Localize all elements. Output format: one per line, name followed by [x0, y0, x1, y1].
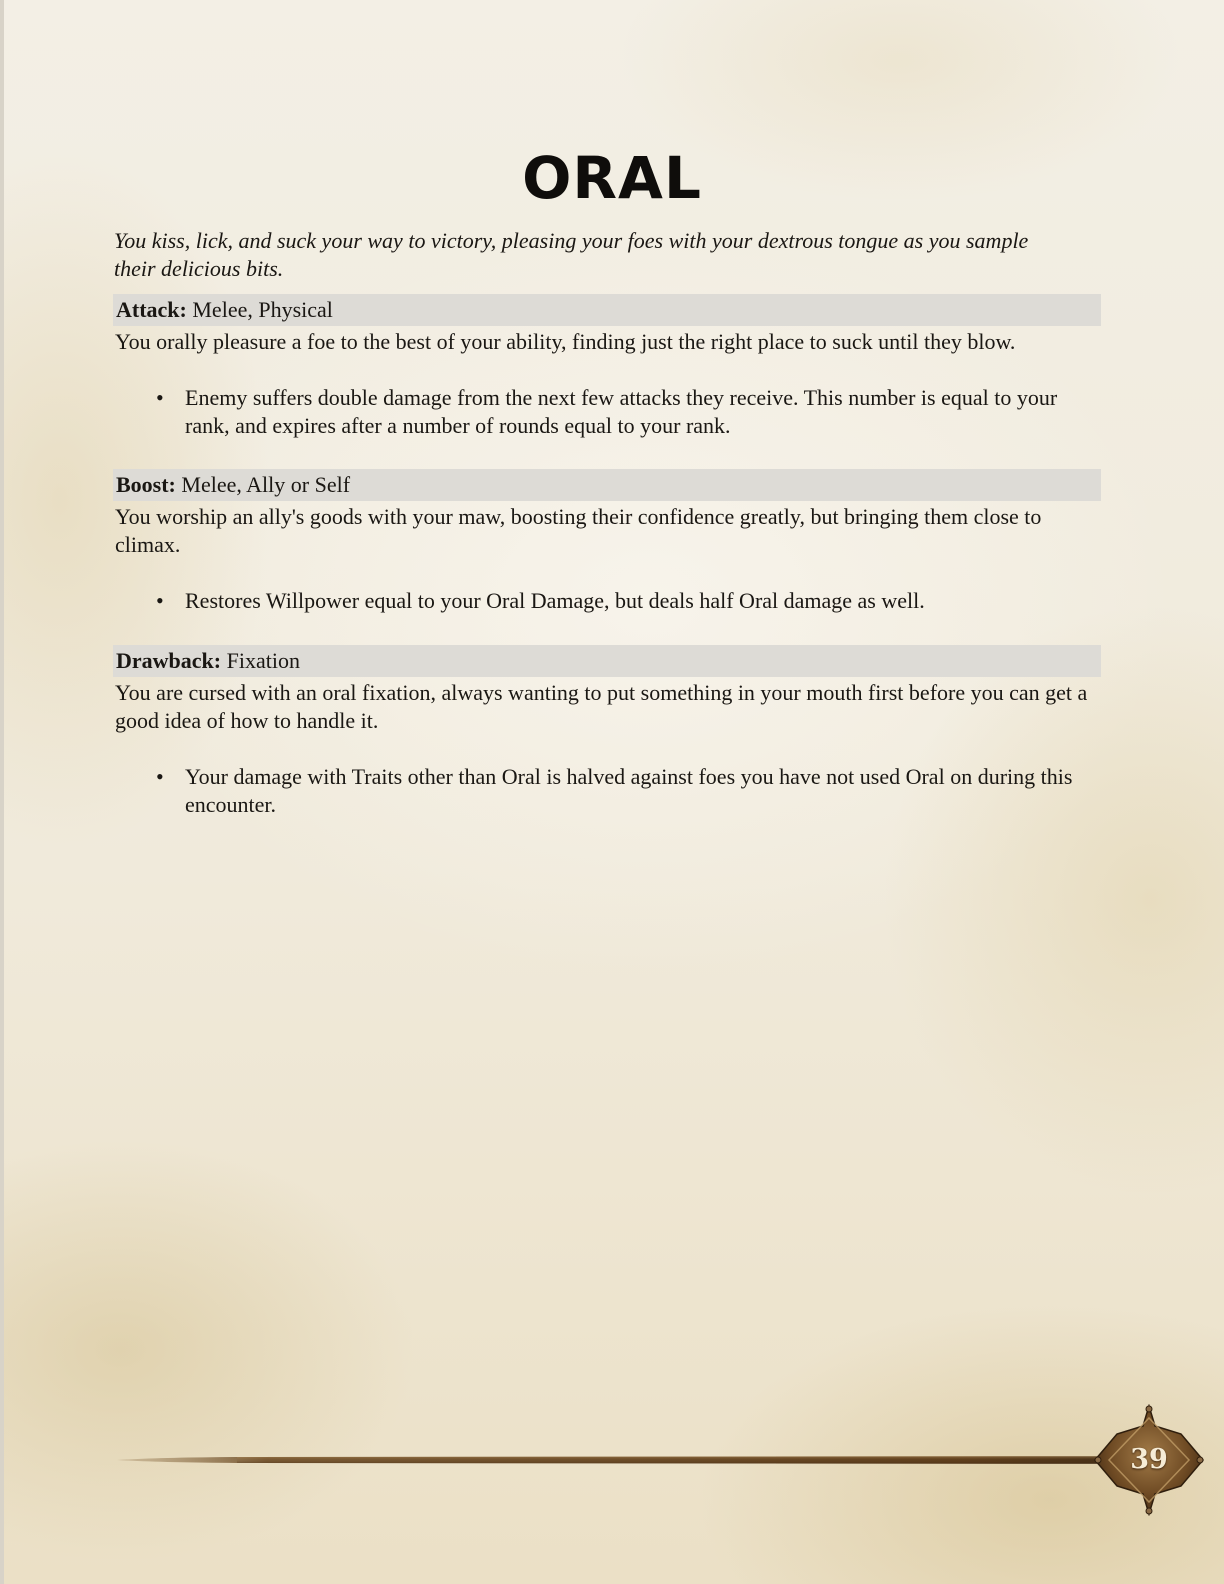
drawback-description: You are cursed with an oral fixation, always wanting to put something in your mouth first before you can get a good idea of how to handle it.: [115, 680, 1088, 733]
boost-value: Melee, Ally or Self: [181, 472, 351, 497]
attack-header: [113, 294, 1101, 326]
bullet-icon: •: [156, 385, 164, 410]
drawback-bullet-text: Your damage with Traits other than Oral is halved against foes you have not used Oral on during this encounter.: [185, 764, 1073, 817]
page-content: [113, 227, 1113, 819]
attack-description: You orally pleasure a foe to the best of your ability, finding just the right place to suck until they blow.: [115, 329, 1016, 354]
list-item: [113, 384, 1090, 440]
drawback-bullet-list: [113, 763, 1113, 819]
footer-rule: [117, 1455, 1117, 1465]
drawback-label: Drawback:: [116, 648, 222, 673]
boost-bullet-text: Restores Willpower equal to your Oral Damage, but deals half Oral damage as well.: [185, 588, 925, 613]
boost-header: [113, 469, 1101, 501]
drawback-value: Fixation: [226, 648, 300, 673]
drawback-header: [113, 645, 1101, 677]
attack-label: Attack:: [116, 297, 187, 322]
bullet-icon: •: [156, 588, 164, 613]
list-item: [113, 763, 1090, 819]
attack-value: Melee, Physical: [192, 297, 333, 322]
page-edge: [0, 0, 4, 1584]
page-title: ORAL: [522, 144, 702, 212]
attack-bullet-text: Enemy suffers double damage from the next few attacks they receive. This number is equal to your rank, and expires after a number of rounds equal to your rank.: [185, 385, 1058, 438]
boost-description: You worship an ally's goods with your maw, boosting their confidence greatly, but bringing them close to climax.: [115, 504, 1042, 557]
bullet-icon: •: [156, 764, 164, 789]
page-number: 39: [1130, 1444, 1168, 1475]
list-item: [113, 587, 1090, 615]
attack-bullet-list: [113, 384, 1113, 440]
boost-bullet-list: [113, 587, 1113, 615]
intro-text: You kiss, lick, and suck your way to victory, pleasing your foes with your dextrous tongue as you sample their delicious bits.: [114, 228, 1029, 281]
boost-label: Boost:: [116, 472, 176, 497]
